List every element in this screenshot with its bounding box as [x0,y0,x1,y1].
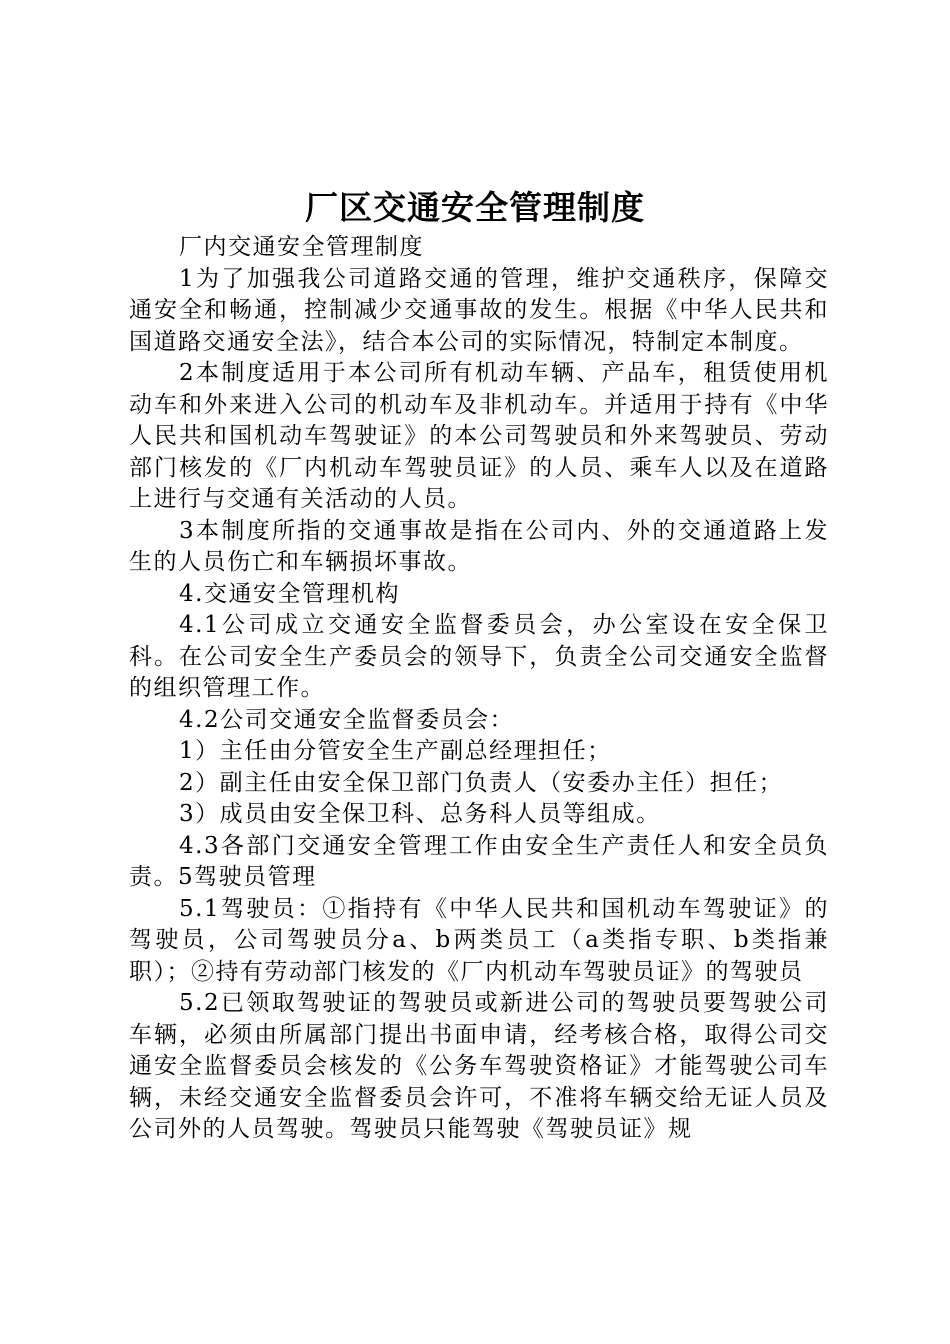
paragraph: 4.3各部门交通安全管理工作由安全生产责任人和安全员负责。5驾驶员管理 [129,832,829,890]
paragraph: 4.2公司交通安全监督委员会： [179,706,515,733]
paragraph: 厂内交通安全管理制度 [179,234,424,260]
paragraph: 3）成员由安全保卫科、总务科人员等组成。 [179,801,661,827]
paragraph: 1）主任由分管安全生产副总经理担任； [179,738,612,764]
document-title: 厂区交通安全管理制度 [305,188,645,227]
paragraph: 4.1公司成立交通安全监督委员会，办公室设在安全保卫科。在公司安全生产委员会的领导下，负责全公司交通安全监督的组织管理工作。 [129,612,829,701]
paragraph: 2）副主任由安全保卫部门负责人（安委办主任）担任； [179,769,784,796]
paragraph: 4.交通安全管理机构 [179,580,400,607]
paragraph: 5.1驾驶员：①指持有《中华人民共和国机动车驾驶证》的驾驶员，公司驾驶员分a、b两类员工（a类指专职、b类指兼职）；②持有劳动部门核发的《厂内机动车驾驶员证》的驾驶员 [129,895,829,985]
paragraph: 3本制度所指的交通事故是指在公司内、外的交通道路上发生的人员伤亡和车辆损坏事故。 [129,517,829,575]
paragraph: 5.2已领取驾驶证的驾驶员或新进公司的驾驶员要驾驶公司车辆，必须由所属部门提出书面申请，经考核合格，取得公司交通安全监督委员会核发的《公务车驾驶资格证》才能驾驶公司车辆，未经交通安全监督委员会许可，不准将车辆交给无证人员及公司外的人员驾驶。驾驶员只能驾驶《驾驶员证》规 [129,990,829,1142]
paragraph: 1为了加强我公司道路交通的管理，维护交通秩序，保障交通安全和畅通，控制减少交通事故的发生。根据《中华人民共和国道路交通安全法》，结合本公司的实际情况，特制定本制度。 [129,265,829,355]
paragraph: 2本制度适用于本公司所有机动车辆、产品车，租赁使用机动车和外来进入公司的机动车及非机动车。并适用于持有《中华人民共和国机动车驾驶证》的本公司驾驶员和外来驾驶员、劳动部门核发的《厂内机动车驾驶员证》的人员、乘车人以及在道路上进行与交通有关活动的人员。 [129,360,829,512]
document-body [129,232,829,1146]
